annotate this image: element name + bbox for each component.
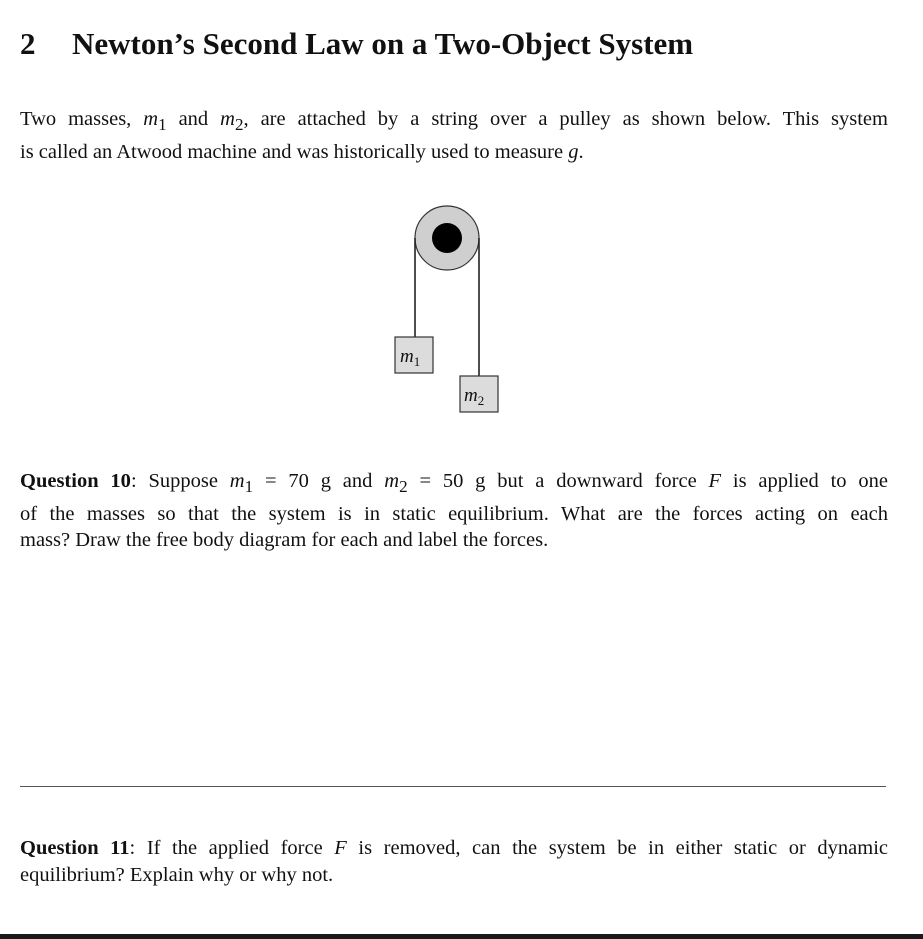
q10-text: : Suppose [130,470,230,492]
var-m2-sub: 2 [399,477,408,497]
q10-line-2: of the masses so that the system is in static equilibrium. What are the forces acting on each [20,502,888,525]
q10-line-3: mass? Draw the free body diagram for each and label the forces. [20,529,549,552]
section-number: 2 [20,26,36,61]
intro-text: , are attached by a string over a pulley as shown below. This system [243,108,888,130]
var-g: g [568,140,579,163]
question-10-label: Question 10 [20,470,131,492]
q10-line-1 [20,468,888,501]
intro-text: Two masses, [20,108,144,130]
q11-line-1 [20,835,888,862]
section-title: Newton’s Second Law on a Two-Object System [72,26,694,61]
intro-line-1 [20,106,888,139]
intro-paragraph [20,106,888,165]
page-bottom-border [0,934,923,939]
var-m1: m [143,108,159,130]
var-m1-sub: 1 [158,115,167,135]
var-F: F [708,470,722,492]
q10-text: = 70 g and [253,470,385,492]
q10-text: is applied to one [721,470,888,492]
q11-text: : If the applied force [129,837,335,859]
q10-text: = 50 g but a downward force [407,470,709,492]
intro-text: and [166,108,221,130]
intro-text: is called an Atwood machine and was historically used to measure [20,140,569,163]
question-11-label: Question 11 [20,837,130,859]
pulley-hub [432,223,462,253]
intro-line-2 [20,139,888,166]
q11-line-2: equilibrium? Explain why or why not. [20,863,334,886]
var-F: F [334,837,347,859]
atwood-machine-diagram [380,200,520,420]
question-10-paragraph [20,468,888,554]
var-m2: m [384,470,400,492]
var-m1-sub: 1 [244,477,254,497]
q11-text: is removed, can the system be in either static or dynamic [346,837,889,859]
var-m2-sub: 2 [234,115,244,135]
answer-separator-line [20,786,886,787]
section-heading [20,26,693,62]
var-m2: m [220,108,235,130]
question-11-paragraph [20,835,888,888]
mass-m1-label: $m_1$ [400,346,421,369]
intro-text: . [578,140,584,163]
mass-m2-label: $m_2$ [464,385,485,408]
var-m1: m [229,470,245,492]
